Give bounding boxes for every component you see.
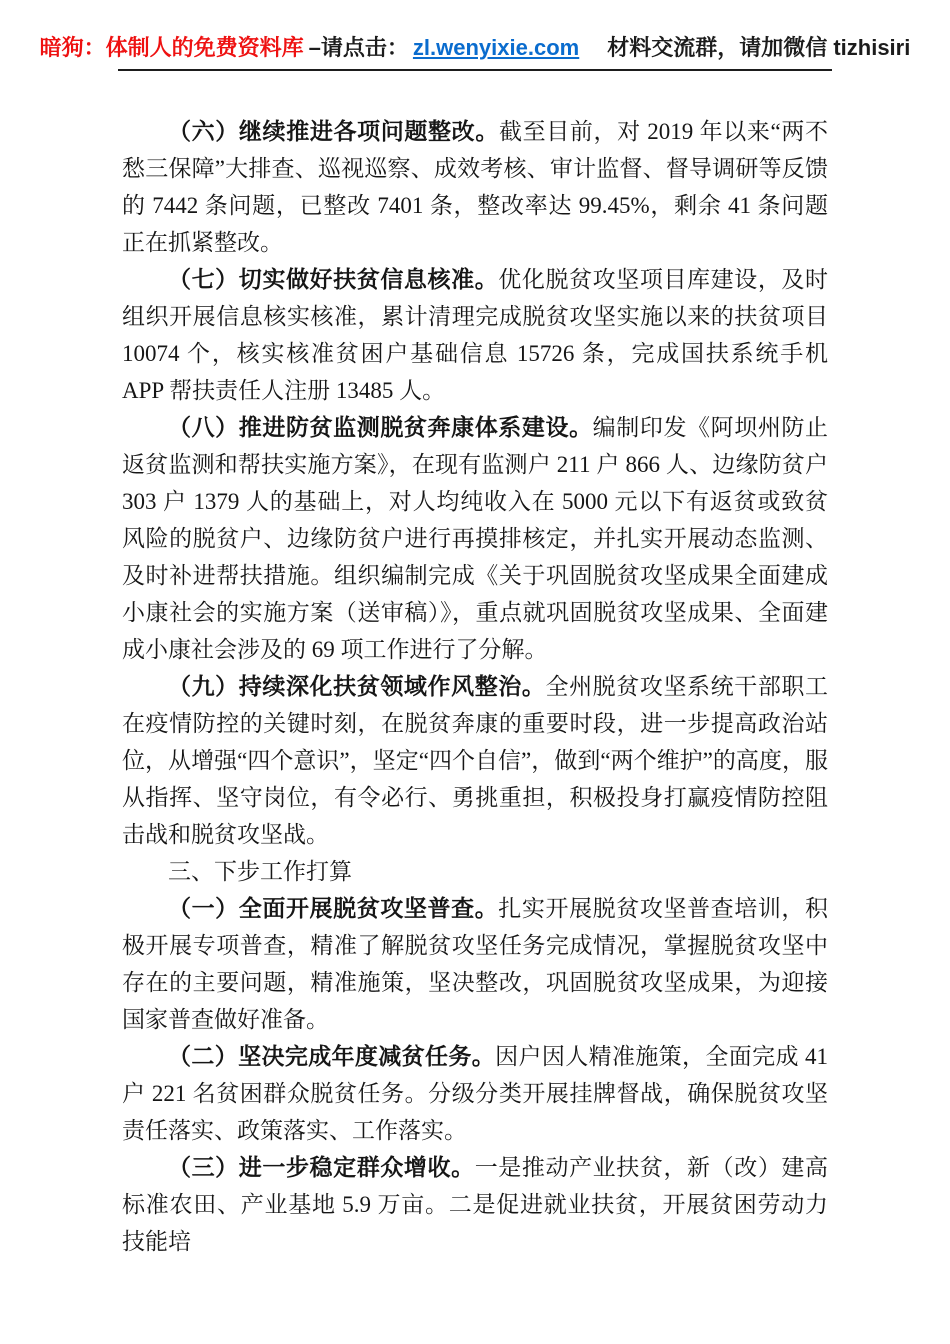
banner-brand-text: 暗狗：体制人的免费资料库 bbox=[39, 35, 304, 60]
paragraph-6 bbox=[122, 113, 828, 261]
paragraph-8-lead: （八）推进防贫监测脱贫奔康体系建设。 bbox=[168, 415, 593, 440]
paragraph-9-text: 全州脱贫攻坚系统干部职工在疫情防控的关键时刻，在脱贫奔康的重要时段，进一步提高政治站位，从增强“四个意识”，坚定“四个自信”，做到“两个维护”的高度，服从指挥、坚守岗位，有令必行、勇挑重担，积极投身打赢疫情防控阻击战和脱贫攻坚战。 bbox=[122, 674, 829, 847]
paragraph-2-text: 因户因人精准施策，全面完成 41 户 221 名贫困群众脱贫任务。分级分类开展挂牌督战，确保脱贫攻坚责任落实、政策落实、工作落实。 bbox=[122, 1044, 829, 1143]
paragraph-1 bbox=[122, 890, 828, 1038]
paragraph-7 bbox=[122, 261, 828, 409]
paragraph-6-text: 截至目前，对 2019 年以来“两不愁三保障”大排查、巡视巡察、成效考核、审计监督、督导调研等反馈的 7442 条问题，已整改 7401 条，整改率达 99.45%，剩余 41 条问题正在抓紧整改。 bbox=[122, 119, 828, 255]
banner-link[interactable]: zl.wenyixie.com bbox=[412, 35, 580, 60]
paragraph-1-lead: （一）全面开展脱贫攻坚普查。 bbox=[168, 896, 499, 921]
paragraph-3-lead: （三）进一步稳定群众增收。 bbox=[168, 1155, 475, 1180]
paragraph-3-text: 一是推动产业扶贫，新（改）建高标准农田、产业基地 5.9 万亩。二是促进就业扶贫，开展贫困劳动力技能培 bbox=[122, 1155, 829, 1254]
header-banner bbox=[0, 0, 950, 62]
paragraph-7-text: 优化脱贫攻坚项目库建设，及时组织开展信息核实核准，累计清理完成脱贫攻坚实施以来的扶贫项目 10074 个，核实核准贫困户基础信息 15726 条，完成国扶系统手机 APP 帮扶责任人注册 13485 人。 bbox=[122, 267, 829, 403]
paragraph-7-lead: （七）切实做好扶贫信息核准。 bbox=[168, 267, 499, 292]
banner-wechat-note: 材料交流群，请加微信 tizhisiri bbox=[607, 35, 911, 60]
paragraph-9 bbox=[122, 668, 828, 853]
paragraph-6-lead: （六）继续推进各项问题整改。 bbox=[168, 119, 499, 144]
header-divider bbox=[118, 69, 832, 71]
paragraph-3 bbox=[122, 1149, 828, 1260]
paragraph-9-lead: （九）持续深化扶贫领域作风整治。 bbox=[168, 674, 546, 699]
paragraph-2-lead: （二）坚决完成年度减贫任务。 bbox=[168, 1044, 496, 1069]
paragraph-8 bbox=[122, 409, 828, 668]
paragraph-1-text: 扎实开展脱贫攻坚普查培训，积极开展专项普查，精准了解脱贫攻坚任务完成情况，掌握脱贫攻坚中存在的主要问题，精准施策，坚决整改，巩固脱贫攻坚成果，为迎接国家普查做好准备。 bbox=[122, 896, 829, 1032]
section-heading: 三、下步工作打算 bbox=[168, 859, 352, 884]
paragraph-8-text: 编制印发《阿坝州防止返贫监测和帮扶实施方案》，在现有监测户 211 户 866 人、边缘防贫户 303 户 1379 人的基础上，对人均纯收入在 5000 元以下有返贫或致贫风险的脱贫户、边缘防贫户进行再摸排核定，并扎实开展动态监测、及时补进帮扶措施。组织编制完成《关于巩固脱贫攻坚成果全面建成小康社会的实施方案（送审稿）》，重点就巩固脱贫攻坚成果、全面建成小康社会涉及的 69 项工作进行了分解。 bbox=[122, 415, 829, 662]
banner-click-prompt: –请点击： bbox=[308, 35, 409, 60]
paragraph-2 bbox=[122, 1038, 828, 1149]
document-body bbox=[0, 113, 950, 1260]
